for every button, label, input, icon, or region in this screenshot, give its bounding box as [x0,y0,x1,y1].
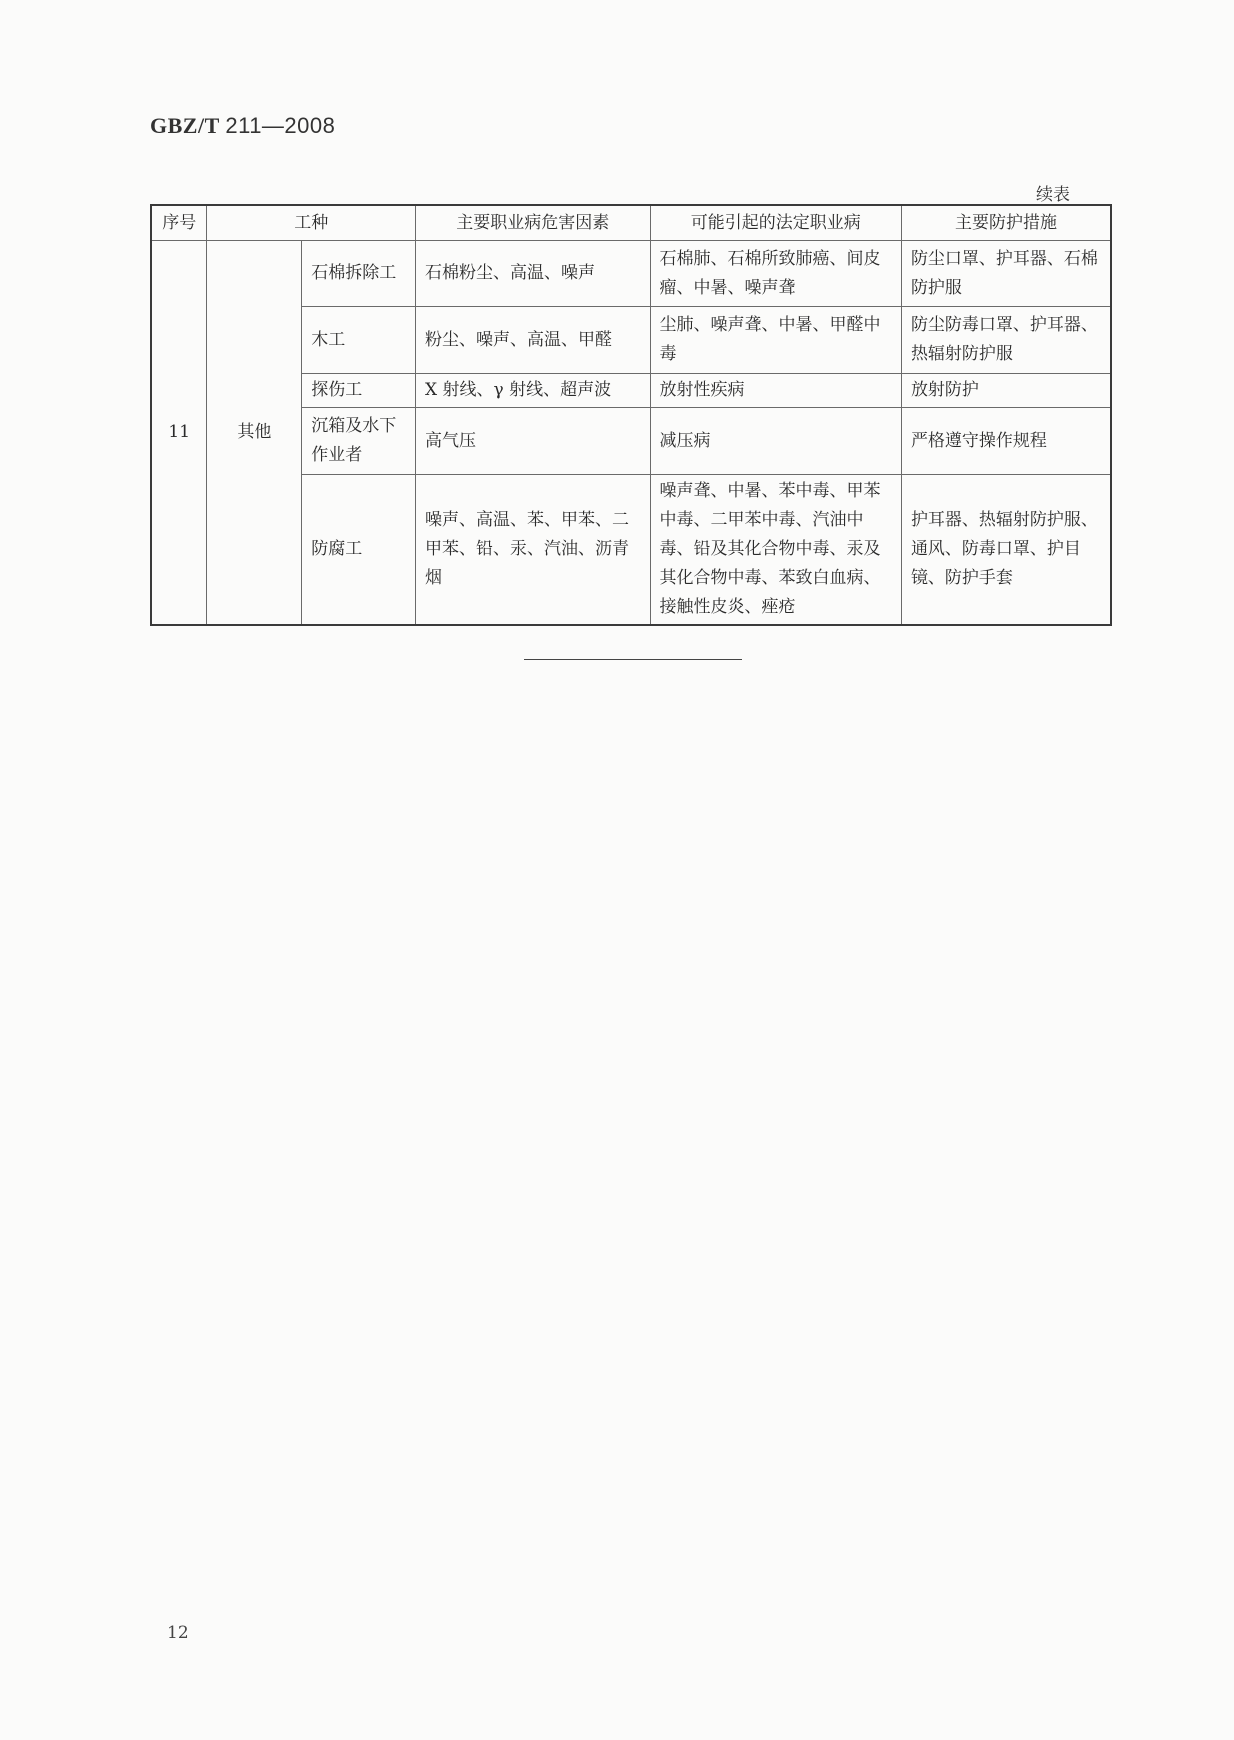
group-seq: 11 [151,241,207,626]
header-protection: 主要防护措施 [901,205,1111,241]
protection-cell: 防尘口罩、护耳器、石棉防护服 [901,241,1111,307]
diseases-cell: 尘肺、噪声聋、中暑、甲醛中毒 [650,307,901,374]
page-number: 12 [167,1623,189,1643]
diseases-cell: 石棉肺、石棉所致肺癌、间皮瘤、中暑、噪声聋 [650,241,901,307]
diseases-cell: 减压病 [650,408,901,475]
protection-cell: 防尘防毒口罩、护耳器、热辐射防护服 [901,307,1111,374]
table-row [151,241,1111,307]
protection-cell: 严格遵守操作规程 [901,408,1111,475]
hazards-cell: 石棉粉尘、高温、噪声 [416,241,650,307]
header-job-type: 工种 [207,205,416,241]
standard-code [150,113,335,139]
standard-code-number: 211—2008 [225,113,336,138]
job-cell: 沉箱及水下作业者 [302,408,416,475]
job-cell: 木工 [302,307,416,374]
header-hazards: 主要职业病危害因素 [416,205,650,241]
hazards-cell: 噪声、高温、苯、甲苯、二甲苯、铅、汞、汽油、沥青烟 [416,475,650,626]
diseases-cell: 噪声聋、中暑、苯中毒、甲苯中毒、二甲苯中毒、汽油中毒、铅及其化合物中毒、汞及其化合物中毒、苯致白血病、接触性皮炎、痤疮 [650,475,901,626]
protection-cell: 放射防护 [901,374,1111,408]
hazard-table [150,204,1112,626]
job-cell: 探伤工 [302,374,416,408]
hazards-cell: 粉尘、噪声、高温、甲醛 [416,307,650,374]
header-diseases: 可能引起的法定职业病 [650,205,901,241]
standard-code-prefix: GBZ/T [150,113,220,138]
protection-cell: 护耳器、热辐射防护服、通风、防毒口罩、护目镜、防护手套 [901,475,1111,626]
hazards-cell: X 射线、γ 射线、超声波 [416,374,650,408]
end-of-text-rule [524,659,742,660]
header-seq: 序号 [151,205,207,241]
job-cell: 防腐工 [302,475,416,626]
diseases-cell: 放射性疾病 [650,374,901,408]
table-header-row [151,205,1111,241]
hazards-cell: 高气压 [416,408,650,475]
job-cell: 石棉拆除工 [302,241,416,307]
group-category: 其他 [207,241,302,626]
continuation-label: 续表 [1036,185,1070,205]
